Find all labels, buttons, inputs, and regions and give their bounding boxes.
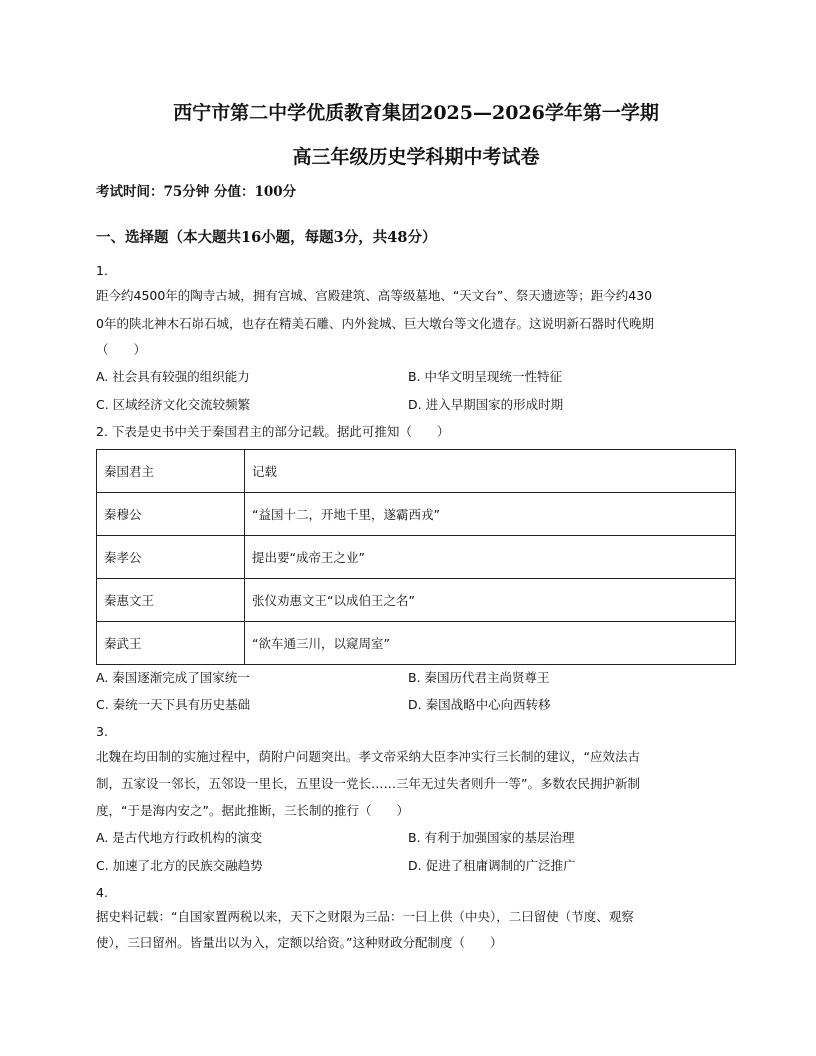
table-cell: 张仪劝惠文王“以成伯王之名” bbox=[245, 579, 736, 622]
q4-stem-line1: 据史料记载：“自国家置两税以来，天下之财限为三品：一曰上供（中央），二曰留使（节度、观察 bbox=[96, 909, 634, 924]
table-cell: 秦孝公 bbox=[97, 536, 245, 579]
q3-option-d: D. 促进了租庸调制的广泛推广 bbox=[408, 858, 576, 873]
q3-stem-line1: 北魏在均田制的实施过程中，荫附户问题突出。孝文帝采纳大臣李冲实行三长制的建议，“应效法古 bbox=[96, 749, 640, 764]
table-row bbox=[97, 536, 736, 579]
qin-rulers-table bbox=[96, 449, 736, 665]
q2-option-a: A. 秦国逐渐完成了国家统一 bbox=[96, 670, 250, 685]
section-heading: 一、选择题（本大题共16小题，每题3分，共48分） bbox=[96, 229, 437, 246]
exam-title-line2: 高三年级历史学科期中考试卷 bbox=[292, 146, 540, 168]
q1-stem-line2: 0年的陕北神木石峁石城，也存在精美石雕、内外瓮城、巨大墩台等文化遗存。这说明新石器时代晚期 bbox=[96, 316, 654, 331]
table-cell: 秦惠文王 bbox=[97, 579, 245, 622]
q2-stem: 2. 下表是史书中关于秦国君主的部分记载。据此可推知（ ） bbox=[96, 424, 450, 439]
q2-option-c: C. 秦统一天下具有历史基础 bbox=[96, 697, 251, 712]
q3-option-a: A. 是古代地方行政机构的演变 bbox=[96, 830, 263, 845]
table-cell: 秦武王 bbox=[97, 622, 245, 665]
q4-stem-line2: 使），三曰留州。皆量出以为入，定额以给资。”这种财政分配制度（ ） bbox=[96, 935, 503, 950]
table-cell: 提出要“成帝王之业” bbox=[245, 536, 736, 579]
q1-stem-line3: （ ） bbox=[96, 342, 147, 357]
q3-option-b: B. 有利于加强国家的基层治理 bbox=[408, 830, 575, 845]
q3-option-c: C. 加速了北方的民族交融趋势 bbox=[96, 858, 263, 873]
q2-option-d: D. 秦国战略中心向西转移 bbox=[408, 697, 551, 712]
exam-info: 考试时间：75分钟 分值：100分 bbox=[96, 184, 297, 200]
q1-number: 1. bbox=[96, 263, 108, 278]
table-header-cell: 记载 bbox=[245, 450, 736, 493]
q3-stem-line3: 度，“于是海内安之”。据此推断，三长制的推行（ ） bbox=[96, 803, 409, 818]
q1-stem-line1: 距今约4500年的陶寺古城，拥有宫城、宫殿建筑、高等级墓地、“天文台”、祭天遗迹等；距今约430 bbox=[96, 288, 653, 303]
exam-title-line1: 西宁市第二中学优质教育集团2025—2026学年第一学期 bbox=[173, 102, 659, 124]
table-row bbox=[97, 579, 736, 622]
q1-option-b: B. 中华文明呈现统一性特征 bbox=[408, 369, 563, 384]
table-header-cell: 秦国君主 bbox=[97, 450, 245, 493]
table-cell: “欲车通三川，以窥周室” bbox=[245, 622, 736, 665]
table-header-row bbox=[97, 450, 736, 493]
q3-number: 3. bbox=[96, 724, 108, 739]
table-row bbox=[97, 493, 736, 536]
table-row bbox=[97, 622, 736, 665]
table-cell: 秦穆公 bbox=[97, 493, 245, 536]
q1-option-d: D. 进入早期国家的形成时期 bbox=[408, 397, 564, 412]
q4-number: 4. bbox=[96, 885, 108, 900]
q3-stem-line2: 制，五家设一邻长，五邻设一里长，五里设一党长……三年无过失者则升一等”。多数农民拥护新制 bbox=[96, 776, 640, 791]
q2-option-b: B. 秦国历代君主尚贤尊王 bbox=[408, 670, 550, 685]
q1-option-a: A. 社会具有较强的组织能力 bbox=[96, 369, 250, 384]
table-cell: “益国十二，开地千里，遂霸西戎” bbox=[245, 493, 736, 536]
q1-option-c: C. 区域经济文化交流较频繁 bbox=[96, 397, 251, 412]
